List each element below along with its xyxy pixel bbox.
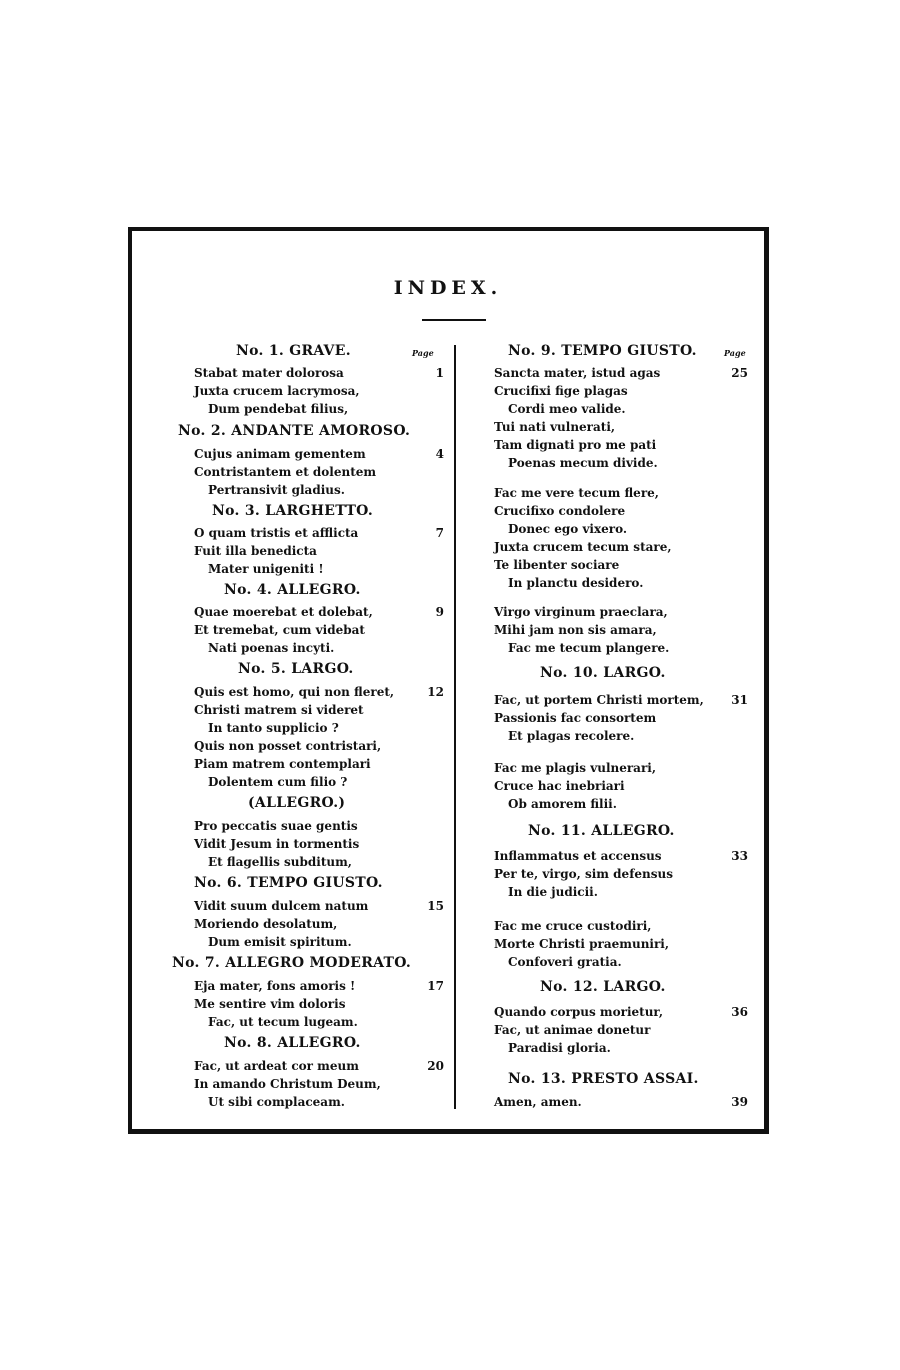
page-number: 36	[731, 1005, 748, 1019]
verse-line: Poenas mecum divide.	[508, 456, 658, 470]
verse-line: Crucifixo condolere	[494, 504, 626, 518]
verse-line: Juxta crucem lacrymosa,	[194, 384, 360, 398]
section-heading: No. 11. ALLEGRO.	[528, 823, 675, 839]
verse-line: Vidit suum dulcem natum	[194, 899, 369, 913]
verse-line: Fac me vere tecum flere,	[494, 486, 659, 500]
page-number: 31	[731, 693, 748, 707]
verse-line: Stabat mater dolorosa	[194, 366, 344, 380]
verse-line: Paradisi gloria.	[508, 1041, 611, 1055]
verse-line: Et flagellis subditum,	[208, 855, 352, 869]
verse-line: Ob amorem filii.	[508, 797, 617, 811]
verse-line: In die judicii.	[508, 885, 598, 899]
section-heading: No. 13. PRESTO ASSAI.	[508, 1071, 699, 1087]
section-heading: No. 12. LARGO.	[540, 979, 666, 995]
verse-line: Cordi meo valide.	[508, 402, 626, 416]
verse-line: Nati poenas incyti.	[208, 641, 335, 655]
verse-line: Crucifixi fige plagas	[494, 384, 628, 398]
section-heading: No. 2. ANDANTE AMOROSO.	[178, 423, 411, 439]
verse-line: Eja mater, fons amoris !	[194, 979, 356, 993]
verse-line: Inflammatus et accensus	[494, 849, 662, 863]
verse-line: Vidit Jesum in tormentis	[194, 837, 360, 851]
section-heading: (ALLEGRO.)	[248, 795, 346, 811]
verse-line: O quam tristis et afflicta	[194, 526, 359, 540]
section-heading: No. 5. LARGO.	[238, 661, 354, 677]
verse-line: Fac, ut animae donetur	[494, 1023, 651, 1037]
page-column-label: Page	[724, 348, 746, 358]
verse-line: Cruce hac inebriari	[494, 779, 625, 793]
verse-line: Mater unigeniti !	[208, 562, 324, 576]
verse-line: In planctu desidero.	[508, 576, 644, 590]
verse-line: Tam dignati pro me pati	[494, 438, 657, 452]
verse-line: Et plagas recolere.	[508, 729, 635, 743]
verse-line: Morte Christi praemuniri,	[494, 937, 670, 951]
verse-line: In amando Christum Deum,	[194, 1077, 381, 1091]
section-heading: No. 1. GRAVE.	[236, 343, 351, 359]
page-number: 15	[427, 899, 444, 913]
verse-line: Pertransivit gladius.	[208, 483, 345, 497]
verse-line: Quae moerebat et dolebat,	[194, 605, 373, 619]
index-frame	[128, 227, 769, 1134]
verse-line: In tanto supplicio ?	[208, 721, 339, 735]
verse-line: Et tremebat, cum videbat	[194, 623, 365, 637]
page-number: 4	[435, 447, 444, 461]
verse-line: Passionis fac consortem	[494, 711, 657, 725]
page-number: 20	[427, 1059, 444, 1073]
verse-line: Fuit illa benedicta	[194, 544, 317, 558]
section-heading: No. 8. ALLEGRO.	[224, 1035, 361, 1051]
page-number: 39	[731, 1095, 748, 1109]
title-rule	[422, 319, 486, 321]
verse-line: Fac, ut tecum lugeam.	[208, 1015, 358, 1029]
verse-line: Christi matrem si videret	[194, 703, 364, 717]
verse-line: Fac, ut ardeat cor meum	[194, 1059, 359, 1073]
verse-line: Contristantem et dolentem	[194, 465, 377, 479]
section-heading: No. 4. ALLEGRO.	[224, 582, 361, 598]
section-heading: No. 3. LARGHETTO.	[212, 503, 374, 519]
verse-line: Fac me plagis vulnerari,	[494, 761, 657, 775]
verse-line: Quando corpus morietur,	[494, 1005, 664, 1019]
verse-line: Fac me cruce custodiri,	[494, 919, 652, 933]
page-number: 9	[435, 605, 444, 619]
verse-line: Piam matrem contemplari	[194, 757, 371, 771]
verse-line: Moriendo desolatum,	[194, 917, 338, 931]
page-number: 17	[427, 979, 444, 993]
verse-line: Mihi jam non sis amara,	[494, 623, 657, 637]
verse-line: Donec ego vixero.	[508, 522, 628, 536]
section-heading: No. 10. LARGO.	[540, 665, 666, 681]
page-number: 7	[435, 526, 444, 540]
page-title: INDEX.	[393, 277, 503, 299]
verse-line: Confoveri gratia.	[508, 955, 622, 969]
verse-line: Ut sibi complaceam.	[208, 1095, 345, 1109]
verse-line: Me sentire vim doloris	[194, 997, 346, 1011]
page-column-label: Page	[412, 348, 434, 358]
verse-line: Fac, ut portem Christi mortem,	[494, 693, 704, 707]
verse-line: Pro peccatis suae gentis	[194, 819, 358, 833]
page-number: 25	[731, 366, 748, 380]
verse-line: Per te, virgo, sim defensus	[494, 867, 673, 881]
section-heading: No. 6. TEMPO GIUSTO.	[194, 875, 383, 891]
verse-line: Tui nati vulnerati,	[494, 420, 616, 434]
verse-line: Amen, amen.	[494, 1095, 582, 1109]
verse-line: Virgo virginum praeclara,	[494, 605, 668, 619]
verse-line: Fac me tecum plangere.	[508, 641, 670, 655]
verse-line: Quis est homo, qui non fleret,	[194, 685, 395, 699]
verse-line: Dum pendebat filius,	[208, 402, 349, 416]
section-heading: No. 7. ALLEGRO MODERATO.	[172, 955, 412, 971]
verse-line: Dolentem cum filio ?	[208, 775, 348, 789]
page-number: 1	[435, 366, 444, 380]
page-number: 33	[731, 849, 748, 863]
verse-line: Sancta mater, istud agas	[494, 366, 661, 380]
column-divider	[454, 345, 456, 1109]
verse-line: Juxta crucem tecum stare,	[494, 540, 672, 554]
verse-line: Quis non posset contristari,	[194, 739, 382, 753]
verse-line: Te libenter sociare	[494, 558, 620, 572]
verse-line: Cujus animam gementem	[194, 447, 366, 461]
page-number: 12	[427, 685, 444, 699]
section-heading: No. 9. TEMPO GIUSTO.	[508, 343, 697, 359]
verse-line: Dum emisit spiritum.	[208, 935, 352, 949]
